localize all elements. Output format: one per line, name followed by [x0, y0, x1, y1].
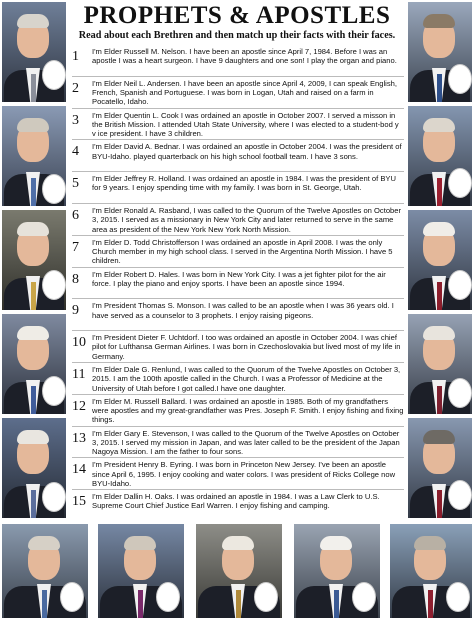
fact-text: I'm Elder M. Russell Ballard. I was ordained an apostle in 1985. Both of my grandfathers were apostles and my great-grandfather was Pres. Joseph F. Smith. I enjoy fishing and fixing things.: [92, 396, 404, 425]
fact-number: 8: [72, 271, 79, 287]
fact-row: [72, 236, 404, 268]
fact-text: I'm Elder Russell M. Nelson. I have been an apostle since April 7, 1984. Before I was an apostle I was a heart surgeon. I have 9 daughters and one son! I play the organ and piano.: [92, 47, 397, 66]
fact-number: 15: [72, 494, 86, 510]
portrait-photo: [408, 418, 472, 518]
fact-number: 5: [72, 176, 79, 192]
answer-oval[interactable]: [60, 582, 84, 612]
fact-row: [72, 204, 404, 236]
answer-oval[interactable]: [446, 582, 470, 612]
answer-oval[interactable]: [42, 174, 66, 204]
portrait-photo: [2, 418, 66, 518]
fact-row: [72, 490, 404, 522]
page-title: PROPHETS & APOSTLES: [83, 2, 391, 29]
fact-text: I'm Elder Ronald A. Rasband, I was called to the Quorum of the Twelve Apostles on October 3, 2015. I served as a missionary in New York City and later returned to serve in the same area as president of the New York New York North Mission.: [92, 205, 402, 234]
fact-number: 6: [72, 207, 79, 223]
answer-oval[interactable]: [448, 378, 472, 408]
answer-oval[interactable]: [156, 582, 180, 612]
fact-number: 9: [72, 303, 79, 319]
fact-text: I'm Elder Robert D. Hales. I was born in New York City. I was a jet fighter pilot for the air force. I play the piano and enjoy sports. I have been an apostle since 1994.: [92, 269, 386, 288]
answer-oval[interactable]: [448, 168, 472, 198]
facts-list: [72, 45, 404, 522]
fact-row: [72, 395, 404, 427]
fact-number: 12: [72, 398, 86, 414]
fact-number: 10: [72, 335, 86, 351]
portrait-photo: [2, 2, 66, 102]
portrait-photo: [2, 210, 66, 310]
answer-oval[interactable]: [448, 480, 472, 510]
fact-text: I'm President Dieter F. Uchtdorf. I too was ordained an apostle in October 2004. I was chief pilot for Lufthansa German Airlines. I was born in Czechoslovakia but lived most of my life in Germany.: [92, 333, 401, 361]
fact-row: [72, 140, 404, 172]
portrait-photo: [196, 524, 282, 618]
fact-number: 3: [72, 112, 79, 128]
fact-number: 13: [72, 430, 86, 446]
portrait-photo: [408, 210, 472, 310]
fact-text: I'm Elder Gary E. Stevenson, I was called to the Quorum of the Twelve Apostles on October 3, 2015. I served my mission in Japan, and was later called to be the president of the Japan Nagoya Mission. I am the father to four sons.: [92, 428, 400, 457]
portrait-photo: [408, 314, 472, 414]
answer-oval[interactable]: [42, 270, 66, 300]
fact-row: [72, 45, 404, 77]
fact-row: [72, 299, 404, 331]
fact-number: 11: [72, 366, 86, 382]
page-subtitle: Read about each Brethren and then match up their facts with their faces.: [78, 30, 396, 41]
fact-row: [72, 109, 404, 141]
fact-number: 14: [72, 462, 86, 478]
portrait-photo: [2, 524, 88, 618]
fact-text: I'm Elder D. Todd Christofferson I was ordained an apostle in April 2008. I was the only Church member in my high school class. I served in the Argentina North Mission. I have 5 children.: [92, 237, 393, 266]
fact-row: [72, 427, 404, 459]
fact-text: I'm Elder Jeffrey R. Holland. I was ordained an apostle in 1984. I was the president of BYU for 9 years. I enjoy spending time with my family. I was born in St. George, Utah.: [92, 174, 396, 193]
fact-text: I'm President Henry B. Eyring. I was born in Princeton New Jersey. I've been an apostle since April 6, 1995. I enjoy cooking and water colors. I was president of Ricks College now BYU-Idaho.: [92, 460, 396, 488]
answer-oval[interactable]: [42, 60, 66, 90]
portrait-photo: [2, 106, 66, 206]
portrait-photo: [408, 2, 472, 102]
portrait-photo: [2, 314, 66, 414]
answer-oval[interactable]: [448, 64, 472, 94]
portrait-photo: [98, 524, 184, 618]
fact-row: [72, 458, 404, 490]
fact-text: I'm Elder Dallin H. Oaks. I was ordained an apostle in 1984. I was a Law Clerk to U.S. Supreme Court Chief Justice Earl Warren. I enjoy fishing and camping.: [92, 492, 380, 511]
fact-row: [72, 363, 404, 395]
fact-row: [72, 331, 404, 363]
answer-oval[interactable]: [352, 582, 376, 612]
portrait-photo: [390, 524, 472, 618]
answer-oval[interactable]: [254, 582, 278, 612]
fact-number: 4: [72, 144, 79, 160]
fact-text: I'm Elder Dale G. Renlund, I was called to the Quorum of the Twelve Apostles on October 3, 2015. I am the 100th apostle called in the Church. I was a Professor of Medicine at the University of Utah before I got called.I have one daughter.: [92, 364, 401, 393]
fact-number: 1: [72, 49, 79, 64]
answer-oval[interactable]: [42, 376, 66, 406]
fact-text: I'm Elder David A. Bednar. I was ordained an apostle in October 2004. I was the president of BYU-Idaho. played quarterback on his high school football team. I have 3 sons.: [92, 142, 402, 161]
fact-row: [72, 77, 404, 109]
fact-row: [72, 172, 404, 204]
fact-number: 7: [72, 239, 79, 255]
answer-oval[interactable]: [448, 270, 472, 300]
fact-text: I'm President Thomas S. Monson. I was called to be an apostle when I was 36 years old. I have served as a counselor to 3 prophets. I enjoy raising pigeons.: [92, 301, 394, 320]
answer-oval[interactable]: [42, 482, 66, 512]
portrait-photo: [408, 106, 472, 206]
fact-text: I'm Elder Neil L. Andersen. I have been an apostle since April 4, 2009, I can speak English, French, Spanish and Portuguese. I was born in Logan, Utah and raised on a farm in Pocatello, Idaho.: [92, 78, 397, 107]
fact-number: 2: [72, 80, 79, 96]
fact-text: I'm Elder Quentin L. Cook I was ordained an apostle in October 2007. I served a misson in the British Mission. I attended Utah State University, where I was elected to a student-bod y v ice president. I have 3 children.: [92, 110, 399, 139]
fact-row: [72, 268, 404, 300]
portrait-photo: [294, 524, 380, 618]
